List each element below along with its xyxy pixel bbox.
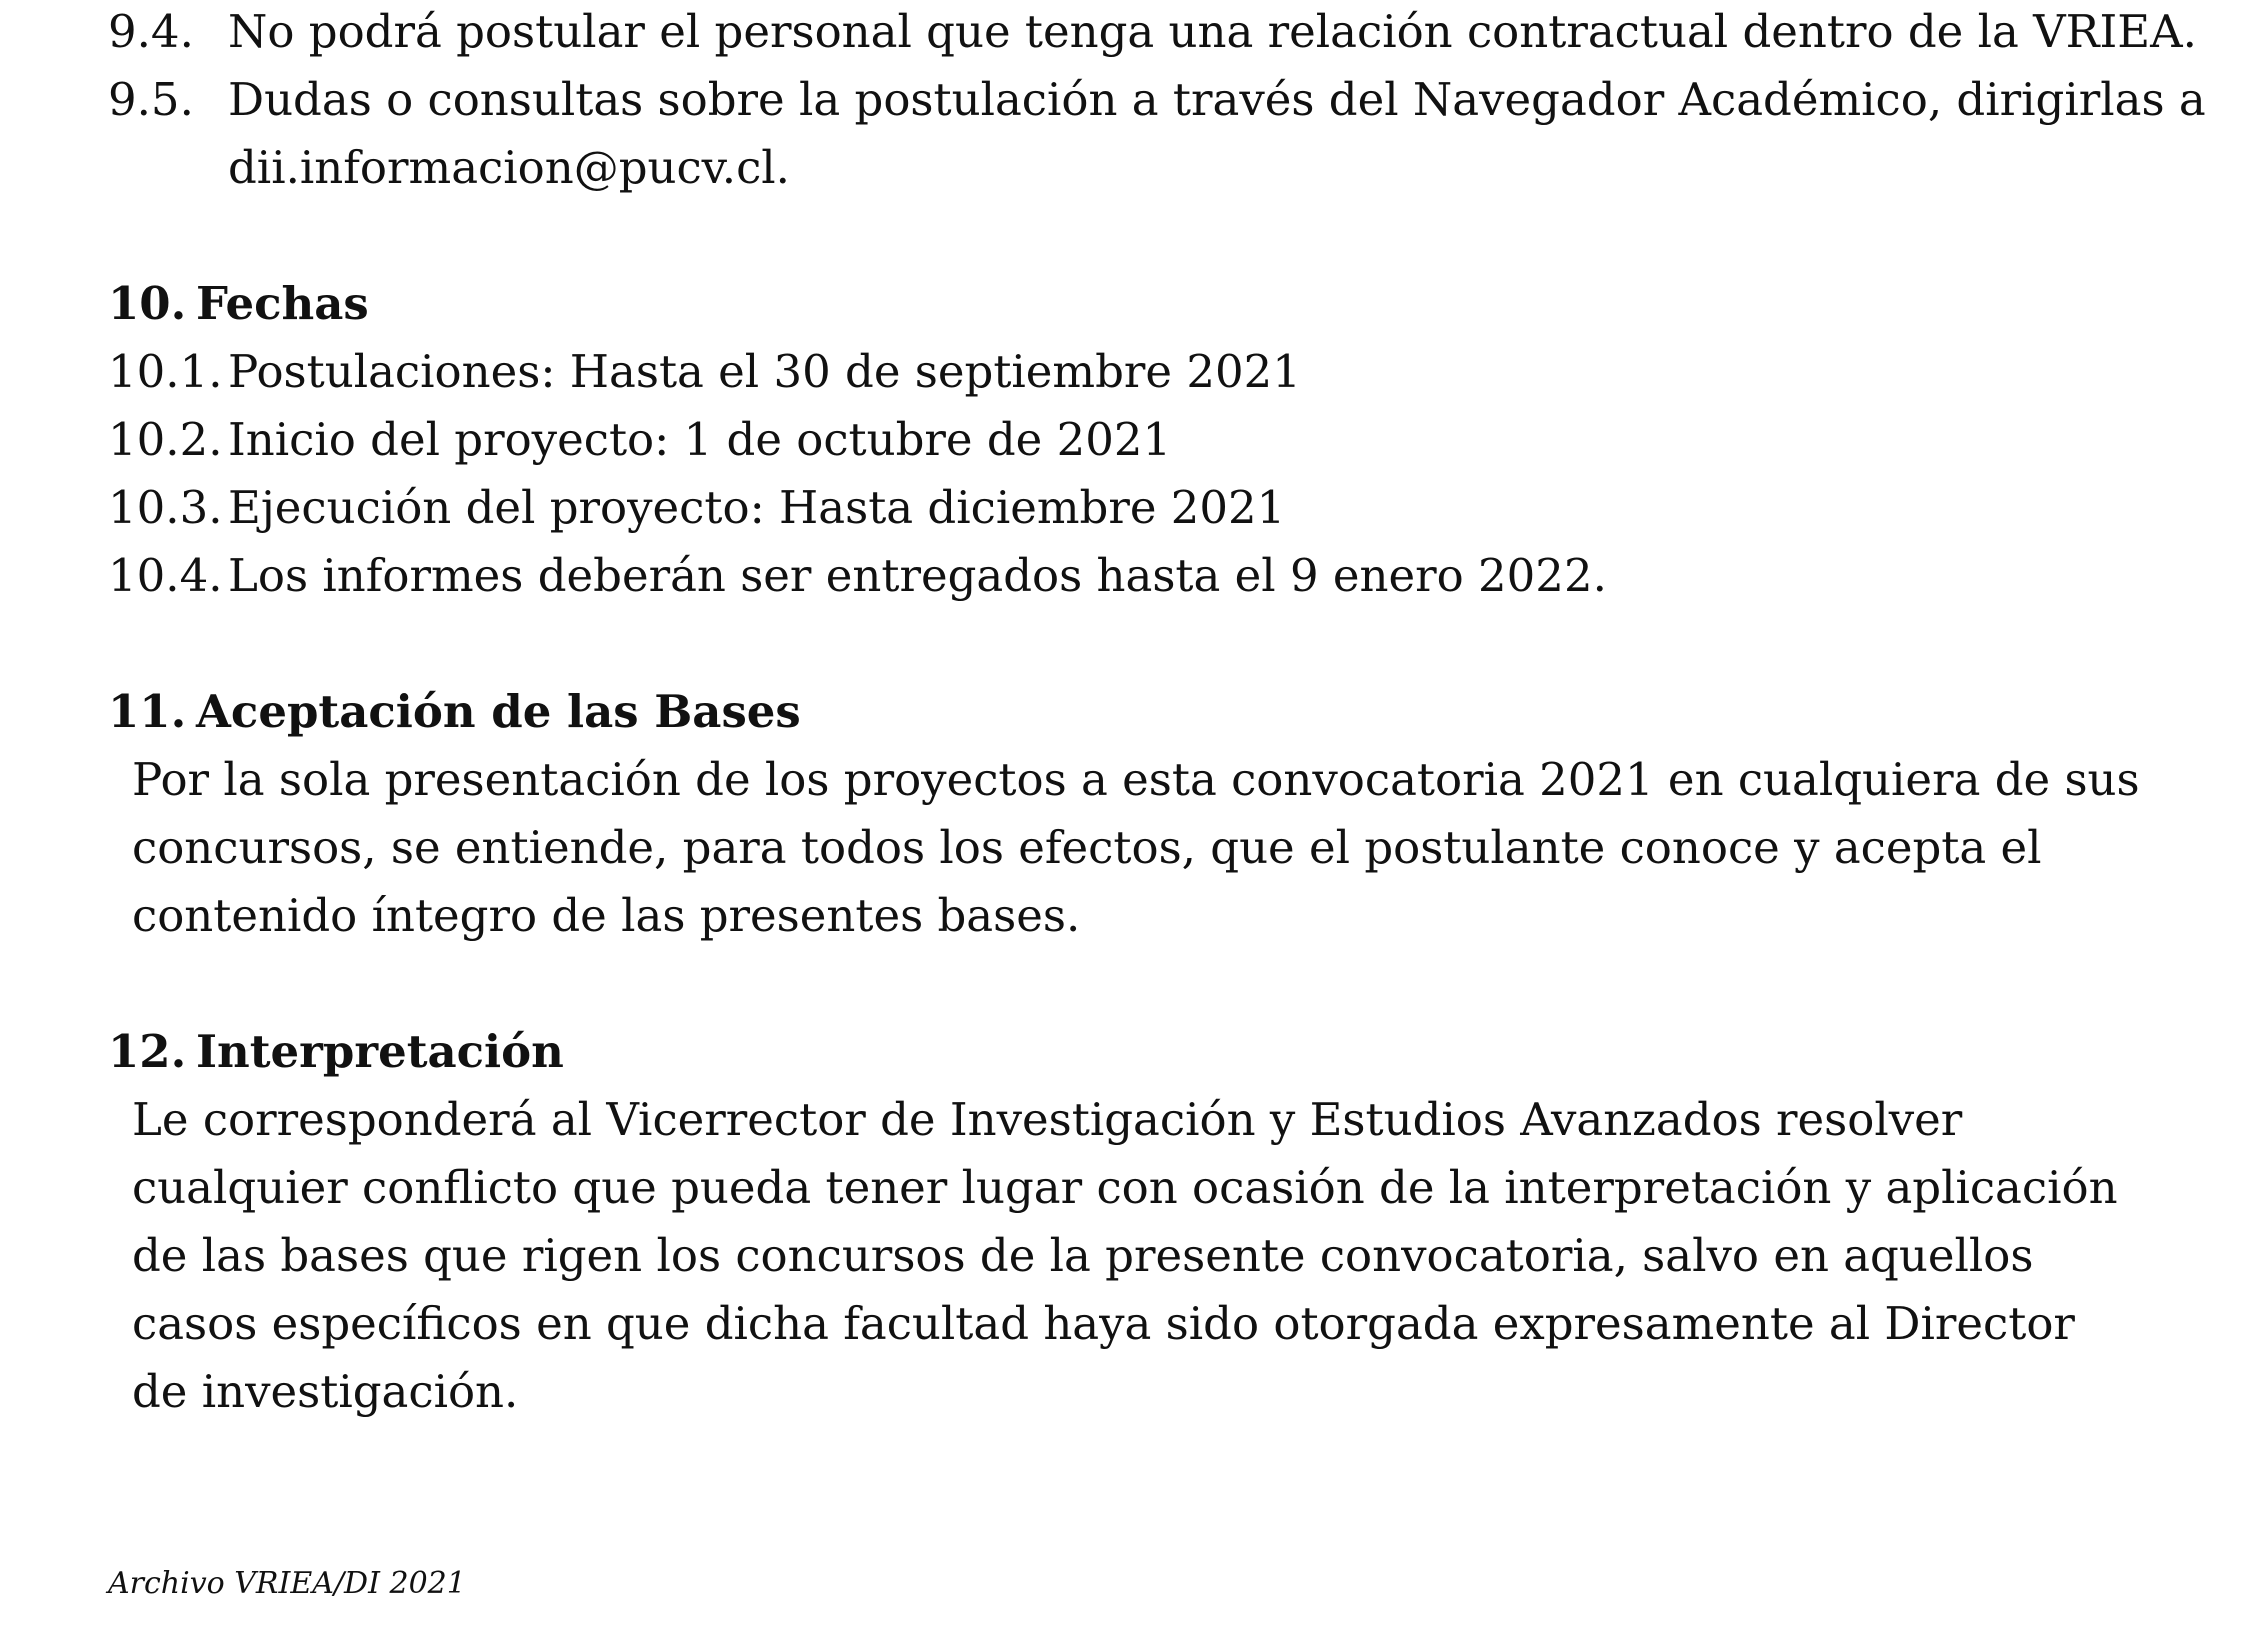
paragraph-line: concursos, se entiende, para todos los efectos, que el postulante conoce y acepta el — [132, 821, 2042, 874]
paragraph-line: casos específicos en que dicha facultad haya sido otorgada expresamente al Director — [132, 1297, 2075, 1350]
item-text: Ejecución del proyecto: Hasta diciembre 2021 — [228, 481, 1286, 534]
item-number: 10.4. — [108, 549, 223, 602]
page-footer: Archivo VRIEA/DI 2021 — [108, 1566, 466, 1601]
item-number: 9.4. — [108, 5, 194, 58]
item-number: 10.3. — [108, 481, 223, 534]
item-number: 9.5. — [108, 73, 194, 126]
item-text: Dudas o consultas sobre la postulación a través del Navegador Académico, dirigirlas a — [228, 73, 2206, 126]
paragraph-line: Por la sola presentación de los proyectos a esta convocatoria 2021 en cualquiera de sus — [132, 753, 2140, 806]
section-title: Fechas — [196, 277, 369, 330]
item-text: Inicio del proyecto: 1 de octubre de 2021 — [228, 413, 1172, 466]
section-number: 11. — [108, 685, 187, 738]
item-text: No podrá postular el personal que tenga una relación contractual dentro de la VRIEA. — [228, 5, 2197, 58]
section-12-paragraph — [132, 1086, 2118, 1426]
paragraph-line: Le corresponderá al Vicerrector de Investigación y Estudios Avanzados resolver — [132, 1093, 1963, 1146]
paragraph-line: de las bases que rigen los concursos de la presente convocatoria, salvo en aquellos — [132, 1229, 2034, 1282]
section-title: Interpretación — [196, 1025, 564, 1078]
item-text: Los informes deberán ser entregados hasta el 9 enero 2022. — [228, 549, 1607, 602]
paragraph-line: de investigación. — [132, 1365, 519, 1418]
item-number: 10.1. — [108, 345, 223, 398]
section-number: 12. — [108, 1025, 187, 1078]
paragraph-line: contenido íntegro de las presentes bases. — [132, 889, 1081, 942]
item-text-email: dii.informacion@pucv.cl. — [228, 141, 790, 194]
item-number: 10.2. — [108, 413, 223, 466]
paragraph-line: cualquier conflicto que pueda tener lugar con ocasión de la interpretación y aplicación — [132, 1161, 2118, 1214]
section-title: Aceptación de las Bases — [196, 685, 801, 738]
item-text: Postulaciones: Hasta el 30 de septiembre 2021 — [228, 345, 1301, 398]
section-number: 10. — [108, 277, 187, 330]
section-11-paragraph — [132, 746, 2140, 950]
